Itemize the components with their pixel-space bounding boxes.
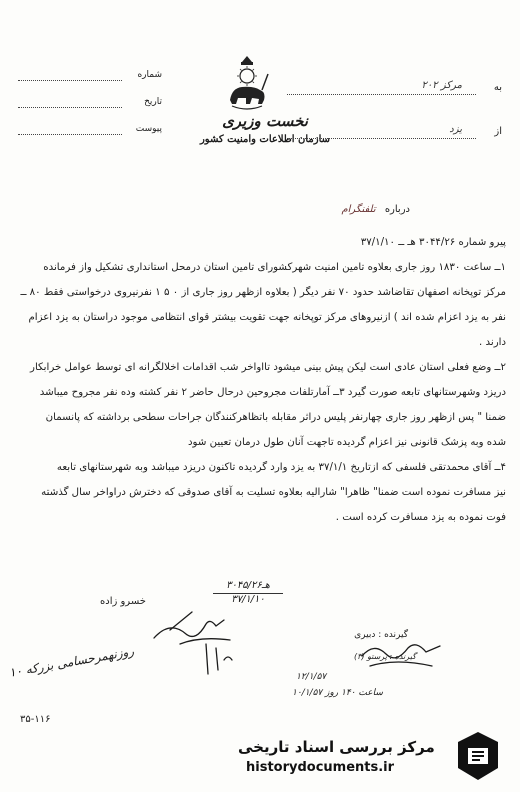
- subject-value: تلفنگرام: [341, 204, 376, 215]
- body-line: دارند .: [479, 337, 506, 348]
- subject-label: درباره: [384, 204, 410, 215]
- body-line: نیز مسافرت نموده است ضمنا" ظاهرا" شارالیه بعلاوه تسلیت به آقای صدوقی که دخترش دراواخر سال گذشته: [41, 487, 506, 498]
- watermark-url: historydocuments.ir: [246, 760, 395, 775]
- attachment-field: [14, 124, 214, 151]
- ministry-title: نخست وزیری: [222, 112, 308, 130]
- distribution-name: خسرو زاده: [100, 596, 146, 607]
- receiver-second-line: گیرنده : پرستو (۳): [353, 652, 416, 661]
- receiver-label: گیرنده : دبیری: [354, 630, 408, 640]
- body-line: ضمنا " پس ازظهر روز جاری چهارنفر پلیس دراثر مقابله باتظاهرکنندگان جراحات سطحی برداشته که پانسمان: [45, 412, 506, 423]
- subject-line: [341, 204, 410, 215]
- number-line: [18, 80, 122, 81]
- initials-mark-icon: [200, 640, 240, 680]
- body-line: مرکز توپخانه اصفهان تقاضاشد حدود ۷۰ نفر دیگر ( بعلاوه ازظهر روز جاری از ۰ ۵ ۱ نفرنیروی درخواستی فقط ۸۰ ــ: [20, 287, 506, 298]
- handwritten-date: ۱۲/۱/۵۷: [296, 672, 327, 682]
- date-field: [14, 97, 214, 124]
- document-code: ۳۵-۱۱۶: [20, 714, 51, 725]
- to-value: مرکز ۲۰۲: [421, 80, 462, 91]
- date-line: [18, 107, 122, 108]
- attachment-line: [18, 134, 122, 135]
- body-line: ۱ــ ساعت ۱۸۳۰ روز جاری بعلاوه تامین امنیت شهرکشورای تامین استان درمحل استانداری تشکیل واز فرمانده: [43, 262, 506, 273]
- body-line: نفر به یزد اعزام شده اند ) ازنیروهای مرکز توپخانه جهت تقویت بیشتر قوای انتظامی موجود دراستان به یزد اعزام: [28, 312, 506, 323]
- reference-date: ۳۷/۱/۱۰: [231, 594, 265, 605]
- body-line: شده وبه پزشک قانونی نیز اعزام گردیده تاجهت آنان طول درمان تعیین شود: [188, 437, 506, 448]
- from-label: از: [494, 126, 502, 137]
- header-right-fields: [287, 82, 502, 170]
- body-line: پیرو شماره ۳۰۴۴/۲۶ هـ ــ ۳۷/۱/۱۰: [360, 237, 506, 248]
- body-line: دریزد وشهرستانهای تابعه صورت گیرد ۳ــ آمارتلفات مجروحین درحال حاضر ۲ نفر کشته وده نفر مجروح میباشد: [39, 387, 506, 398]
- number-label: شماره: [137, 70, 162, 80]
- archive-logo-icon: [452, 730, 504, 782]
- date-label: تاریخ: [144, 97, 162, 107]
- number-field: [14, 70, 214, 97]
- body-line: ۲ــ وضع فعلی استان عادی است لیکن پیش بینی میشود تااواخر شب اقدامات اخلالگرانه ای توسط عوامل خرابکار: [30, 362, 506, 373]
- lion-and-sun-emblem-icon: [222, 56, 272, 112]
- to-line: [287, 94, 476, 95]
- handwritten-time: ساعت ۱۴۰ روز ۱۰/۱/۵۷: [292, 688, 383, 698]
- body-line: فوت نموده به یزد مسافرت کرده است .: [335, 512, 506, 523]
- organization-name: سازمان اطلاعات وامنیت کشور: [199, 134, 331, 145]
- to-field: [287, 82, 502, 126]
- watermark-title: مرکز بررسی اسناد تاریخی: [238, 738, 435, 756]
- from-line: [287, 138, 476, 139]
- header-left-fields: [14, 70, 214, 151]
- from-field: [287, 126, 502, 170]
- letter-body: [14, 230, 506, 530]
- attachment-label: پیوست: [135, 124, 162, 134]
- reference-number: ۳۰۴۵/۲۶هـ: [226, 580, 270, 591]
- from-value: یزد: [449, 124, 462, 135]
- to-label: به: [493, 82, 502, 93]
- body-line: ۴ــ آقای محمدتقی فلسفی که ازتاریخ ۳۷/۱/۱ به یزد وارد گردیده تاکنون دریزد میباشد وبه شهرستانهای تابعه: [56, 462, 506, 473]
- handwritten-note: روزنهمرحسامی بزرکه ۱۰: [8, 644, 135, 680]
